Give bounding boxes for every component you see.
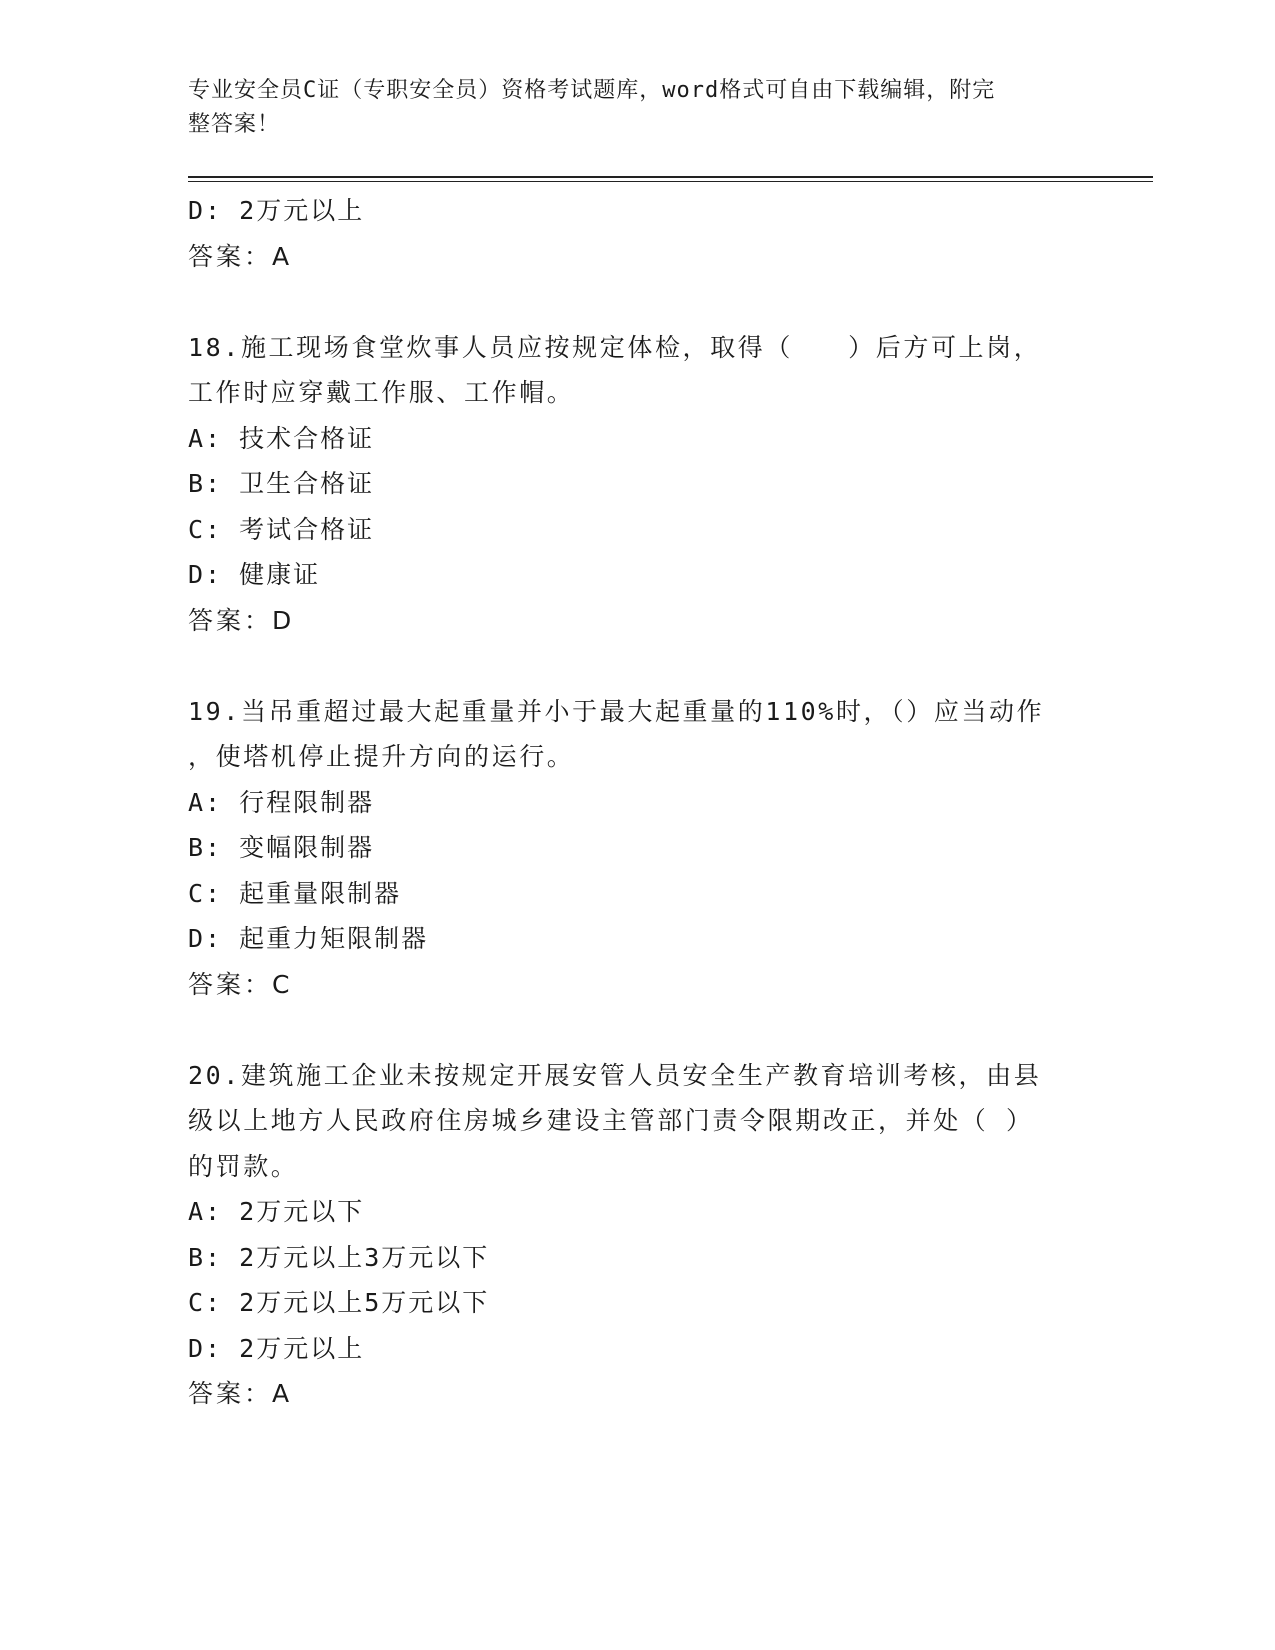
question-text-line: 20.建筑施工企业未按规定开展安管人员安全生产教育培训考核，由县 xyxy=(188,1060,1042,1090)
prev-option-d: D: 2万元以上 xyxy=(188,196,365,225)
question-19 xyxy=(188,689,1088,1008)
header-line-2: 整答案！ xyxy=(188,112,281,137)
option-d: D: 2万元以上 xyxy=(188,1333,365,1363)
option-c: C: 2万元以上5万元以下 xyxy=(188,1288,490,1317)
question-20 xyxy=(188,1053,1088,1417)
option-a: A: 技术合格证 xyxy=(188,423,375,453)
option-d: D: 起重力矩限制器 xyxy=(188,924,429,953)
document-body xyxy=(188,188,1088,1417)
header-divider xyxy=(188,176,1153,184)
page-header xyxy=(188,74,1068,142)
spacer xyxy=(188,643,1088,689)
divider-thin xyxy=(188,181,1153,182)
option-b: B: 变幅限制器 xyxy=(188,833,375,862)
question-text-line: ，使塔机停止提升方向的运行。 xyxy=(188,742,575,771)
divider-thick xyxy=(188,176,1153,178)
option-b: B: 卫生合格证 xyxy=(188,469,375,498)
option-b: B: 2万元以上3万元以下 xyxy=(188,1242,490,1272)
question-text-line: 的罚款。 xyxy=(188,1151,299,1181)
option-a: A: 2万元以下 xyxy=(188,1197,365,1226)
option-a: A: 行程限制器 xyxy=(188,787,375,817)
answer: 答案：C xyxy=(188,969,293,999)
question-18 xyxy=(188,325,1088,644)
option-d: D: 健康证 xyxy=(188,560,321,589)
spacer xyxy=(188,1007,1088,1053)
question-text-line: 19.当吊重超过最大起重量并小于最大起重量的110%时，（）应当动作 xyxy=(188,696,1045,726)
option-c: C: 起重量限制器 xyxy=(188,878,402,908)
answer: 答案：A xyxy=(188,1379,293,1408)
prev-answer: 答案：A xyxy=(188,241,293,271)
question-text-line: 18.施工现场食堂炊事人员应按规定体检，取得（ ）后方可上岗， xyxy=(188,332,1042,362)
answer: 答案：D xyxy=(188,605,295,635)
question-text-line: 级以上地方人民政府住房城乡建设主管部门责令限期改正，并处（ ） xyxy=(188,1106,1034,1135)
question-text-line: 工作时应穿戴工作服、工作帽。 xyxy=(188,378,575,407)
option-c: C: 考试合格证 xyxy=(188,514,375,544)
header-line-1: 专业安全员C证（专职安全员）资格考试题库，word格式可自由下载编辑，附完 xyxy=(188,78,996,103)
spacer xyxy=(188,279,1088,325)
